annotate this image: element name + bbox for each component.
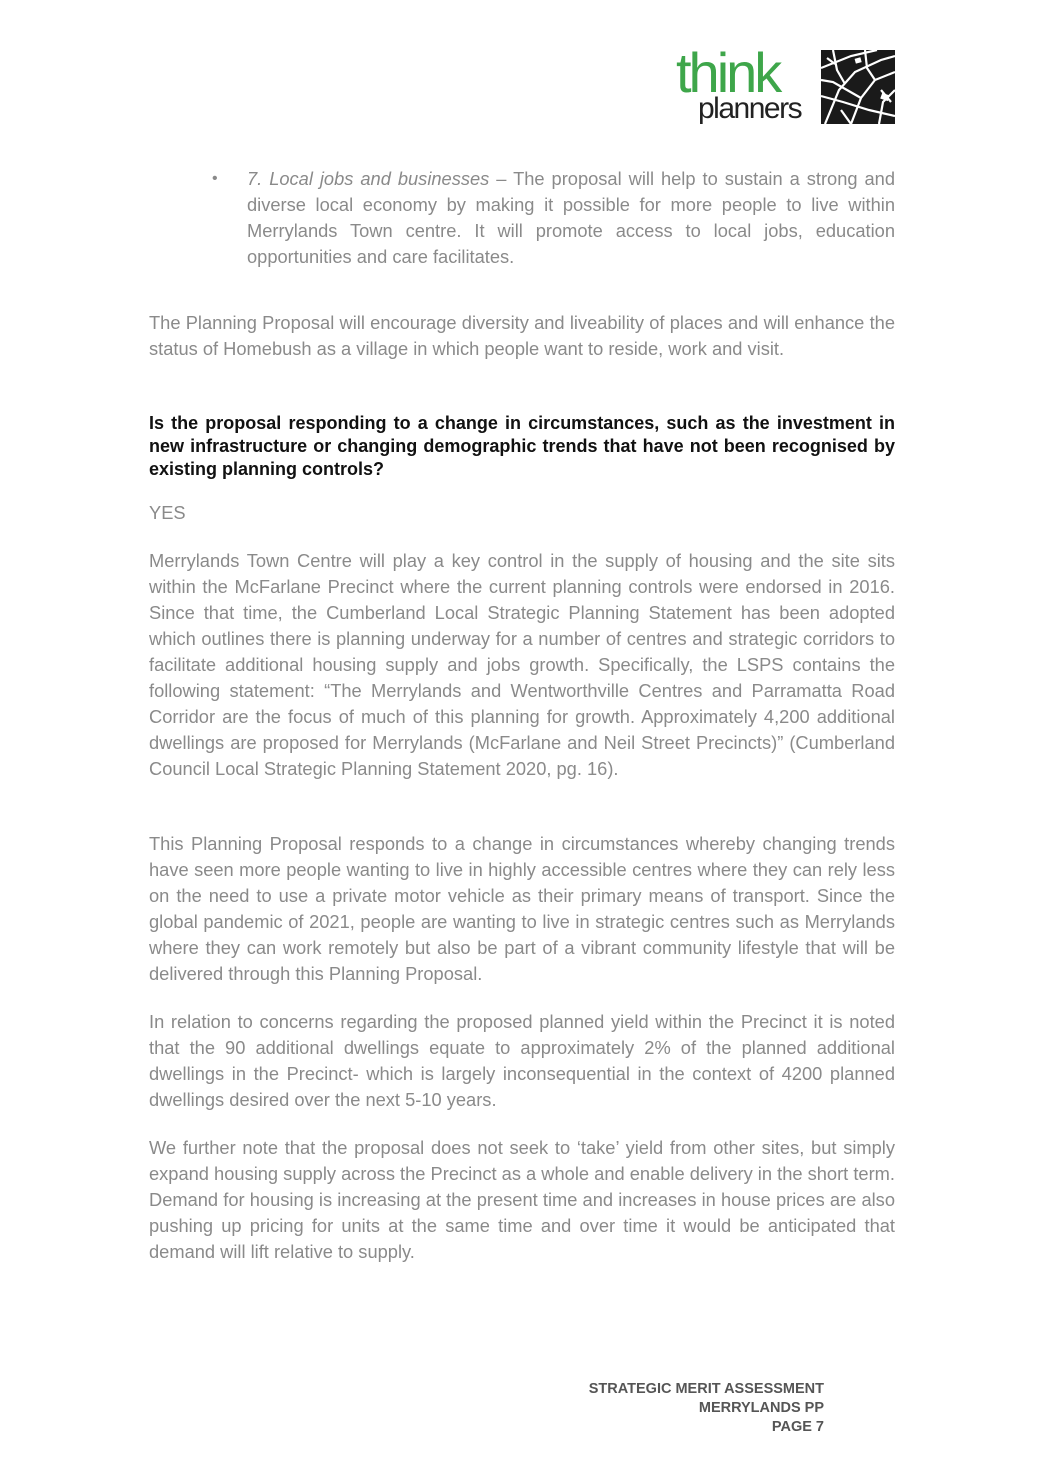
body-paragraph-2: This Planning Proposal responds to a change in circumstances whereby changing trends have seen more people wanting to live in highly accessible centres where they can rely less on the need to use a private motor vehicle as their primary means of transport. Since the global pandemic of 2021, people are wanting to live in strategic centres such as Merrylands where they can work remotely but also be part of a vibrant community lifestyle that will be delivered through this Planning Proposal. xyxy=(149,833,895,984)
city-map-icon xyxy=(821,50,895,124)
body-paragraph-4: We further note that the proposal does not seek to ‘take’ yield from other sites, but simply expand housing supply across the Precinct as a whole and enable delivery in the short term. Demand for housing is increasing at the present time and increases in house prices are also pushing up pricing for units at the same time and over time it would be anticipated that demand will lift relative to supply. xyxy=(149,1137,895,1262)
bullet-title: 7. Local jobs and businesses xyxy=(247,168,490,189)
company-logo xyxy=(676,41,898,129)
logo-word-planners: planners xyxy=(698,92,802,125)
intro-paragraph: The Planning Proposal will encourage diversity and liveability of places and will enhance the status of Homebush as a village in which people want to reside, work and visit. xyxy=(149,312,895,359)
page-footer xyxy=(589,1380,824,1437)
footer-project-name: MERRYLANDS PP xyxy=(698,1400,824,1416)
footer-page-number: PAGE 7 xyxy=(771,1419,824,1435)
bullet-body: – The proposal will help to sustain a strong and diverse local economy by making it possible for more people to live within Merrylands Town centre. It will promote access to local jobs, education opportunities and care facilitates. xyxy=(247,168,896,267)
footer-document-title: STRATEGIC MERIT ASSESSMENT xyxy=(588,1381,824,1397)
bullet-text xyxy=(247,166,895,270)
answer-text: YES xyxy=(149,502,186,523)
body-paragraph-3: In relation to concerns regarding the proposed planned yield within the Precinct it is noted that the 90 additional dwellings equate to approximately 2% of the planned additional dwellings in the Precinct- which is largely inconsequential in the context of 4200 planned dwellings desired over the next 5-10 years. xyxy=(149,1011,895,1110)
bullet-item xyxy=(212,166,895,270)
bullet-dot-icon: • xyxy=(212,170,218,187)
question-heading: Is the proposal responding to a change in circumstances, such as the investment in new infrastructure or changing demographic trends that have not been recognised by existing planning controls? xyxy=(149,413,895,479)
logo-word-think: think xyxy=(676,41,780,104)
body-paragraph-1: Merrylands Town Centre will play a key control in the supply of housing and the site sits within the McFarlane Precinct where the current planning controls were endorsed in 2016. Since that time, the Cumberland Local Strategic Planning Statement has been adopted which outlines there is planning underway for a number of centres and strategic corridors to facilitate additional housing supply and jobs growth. Specifically, the LSPS contains the following statement: “The Merrylands and Wentworthville Centres and Parramatta Road Corridor are the focus of much of this planning for growth. Approximately 4,200 additional dwellings are proposed for Merrylands (McFarlane and Neil Street Precincts)” (Cumberland Council Local Strategic Planning Statement 2020, pg. 16). xyxy=(149,550,895,779)
